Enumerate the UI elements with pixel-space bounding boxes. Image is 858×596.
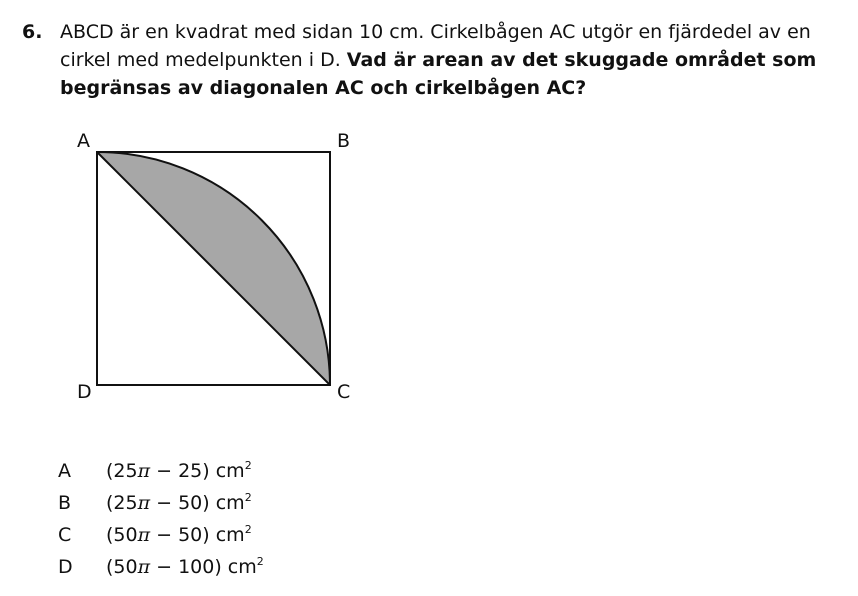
expr-open: (50 [106,556,138,578]
unit-exponent: 2 [256,555,264,568]
option-expression [106,460,252,482]
expr-open: (25 [106,460,138,482]
option-expression [106,556,264,578]
vertex-label-c: C [337,381,351,403]
option-letter: C [58,524,72,546]
pi-symbol: π [137,492,151,514]
expr-rest: − 50) cm [150,524,245,546]
option-letter: A [58,460,71,482]
option-a[interactable] [58,455,264,487]
expr-open: (50 [106,524,138,546]
unit-exponent: 2 [244,523,252,536]
pi-symbol: π [137,460,151,482]
question-text-bold: Vad är arean av det skuggade området som begränsas av diagonalen AC och cirkelbågen AC? [60,49,817,99]
pi-symbol: π [137,556,151,578]
unit-exponent: 2 [244,491,252,504]
option-letter: D [58,556,73,578]
option-d[interactable] [58,551,264,583]
question-text [60,18,842,102]
question-block [22,18,842,102]
option-expression [106,524,252,546]
vertex-label-b: B [337,130,351,152]
question-text-plain: ABCD är en kvadrat med sidan 10 cm. Cirkelbågen AC utgör en fjärdedel av en cirkel med medelpunkten i D. [60,21,811,71]
expr-rest: − 100) cm [150,556,257,578]
expr-rest: − 25) cm [150,460,245,482]
unit-exponent: 2 [244,459,252,472]
expr-open: (25 [106,492,138,514]
expr-rest: − 50) cm [150,492,245,514]
vertex-label-d: D [77,381,92,403]
option-b[interactable] [58,487,264,519]
option-c[interactable] [58,519,264,551]
pi-symbol: π [137,524,151,546]
answer-options [58,455,264,583]
question-number: 6. [22,21,43,43]
square-figure [60,125,380,415]
option-expression [106,492,252,514]
vertex-label-a: A [77,130,90,152]
option-letter: B [58,492,72,514]
